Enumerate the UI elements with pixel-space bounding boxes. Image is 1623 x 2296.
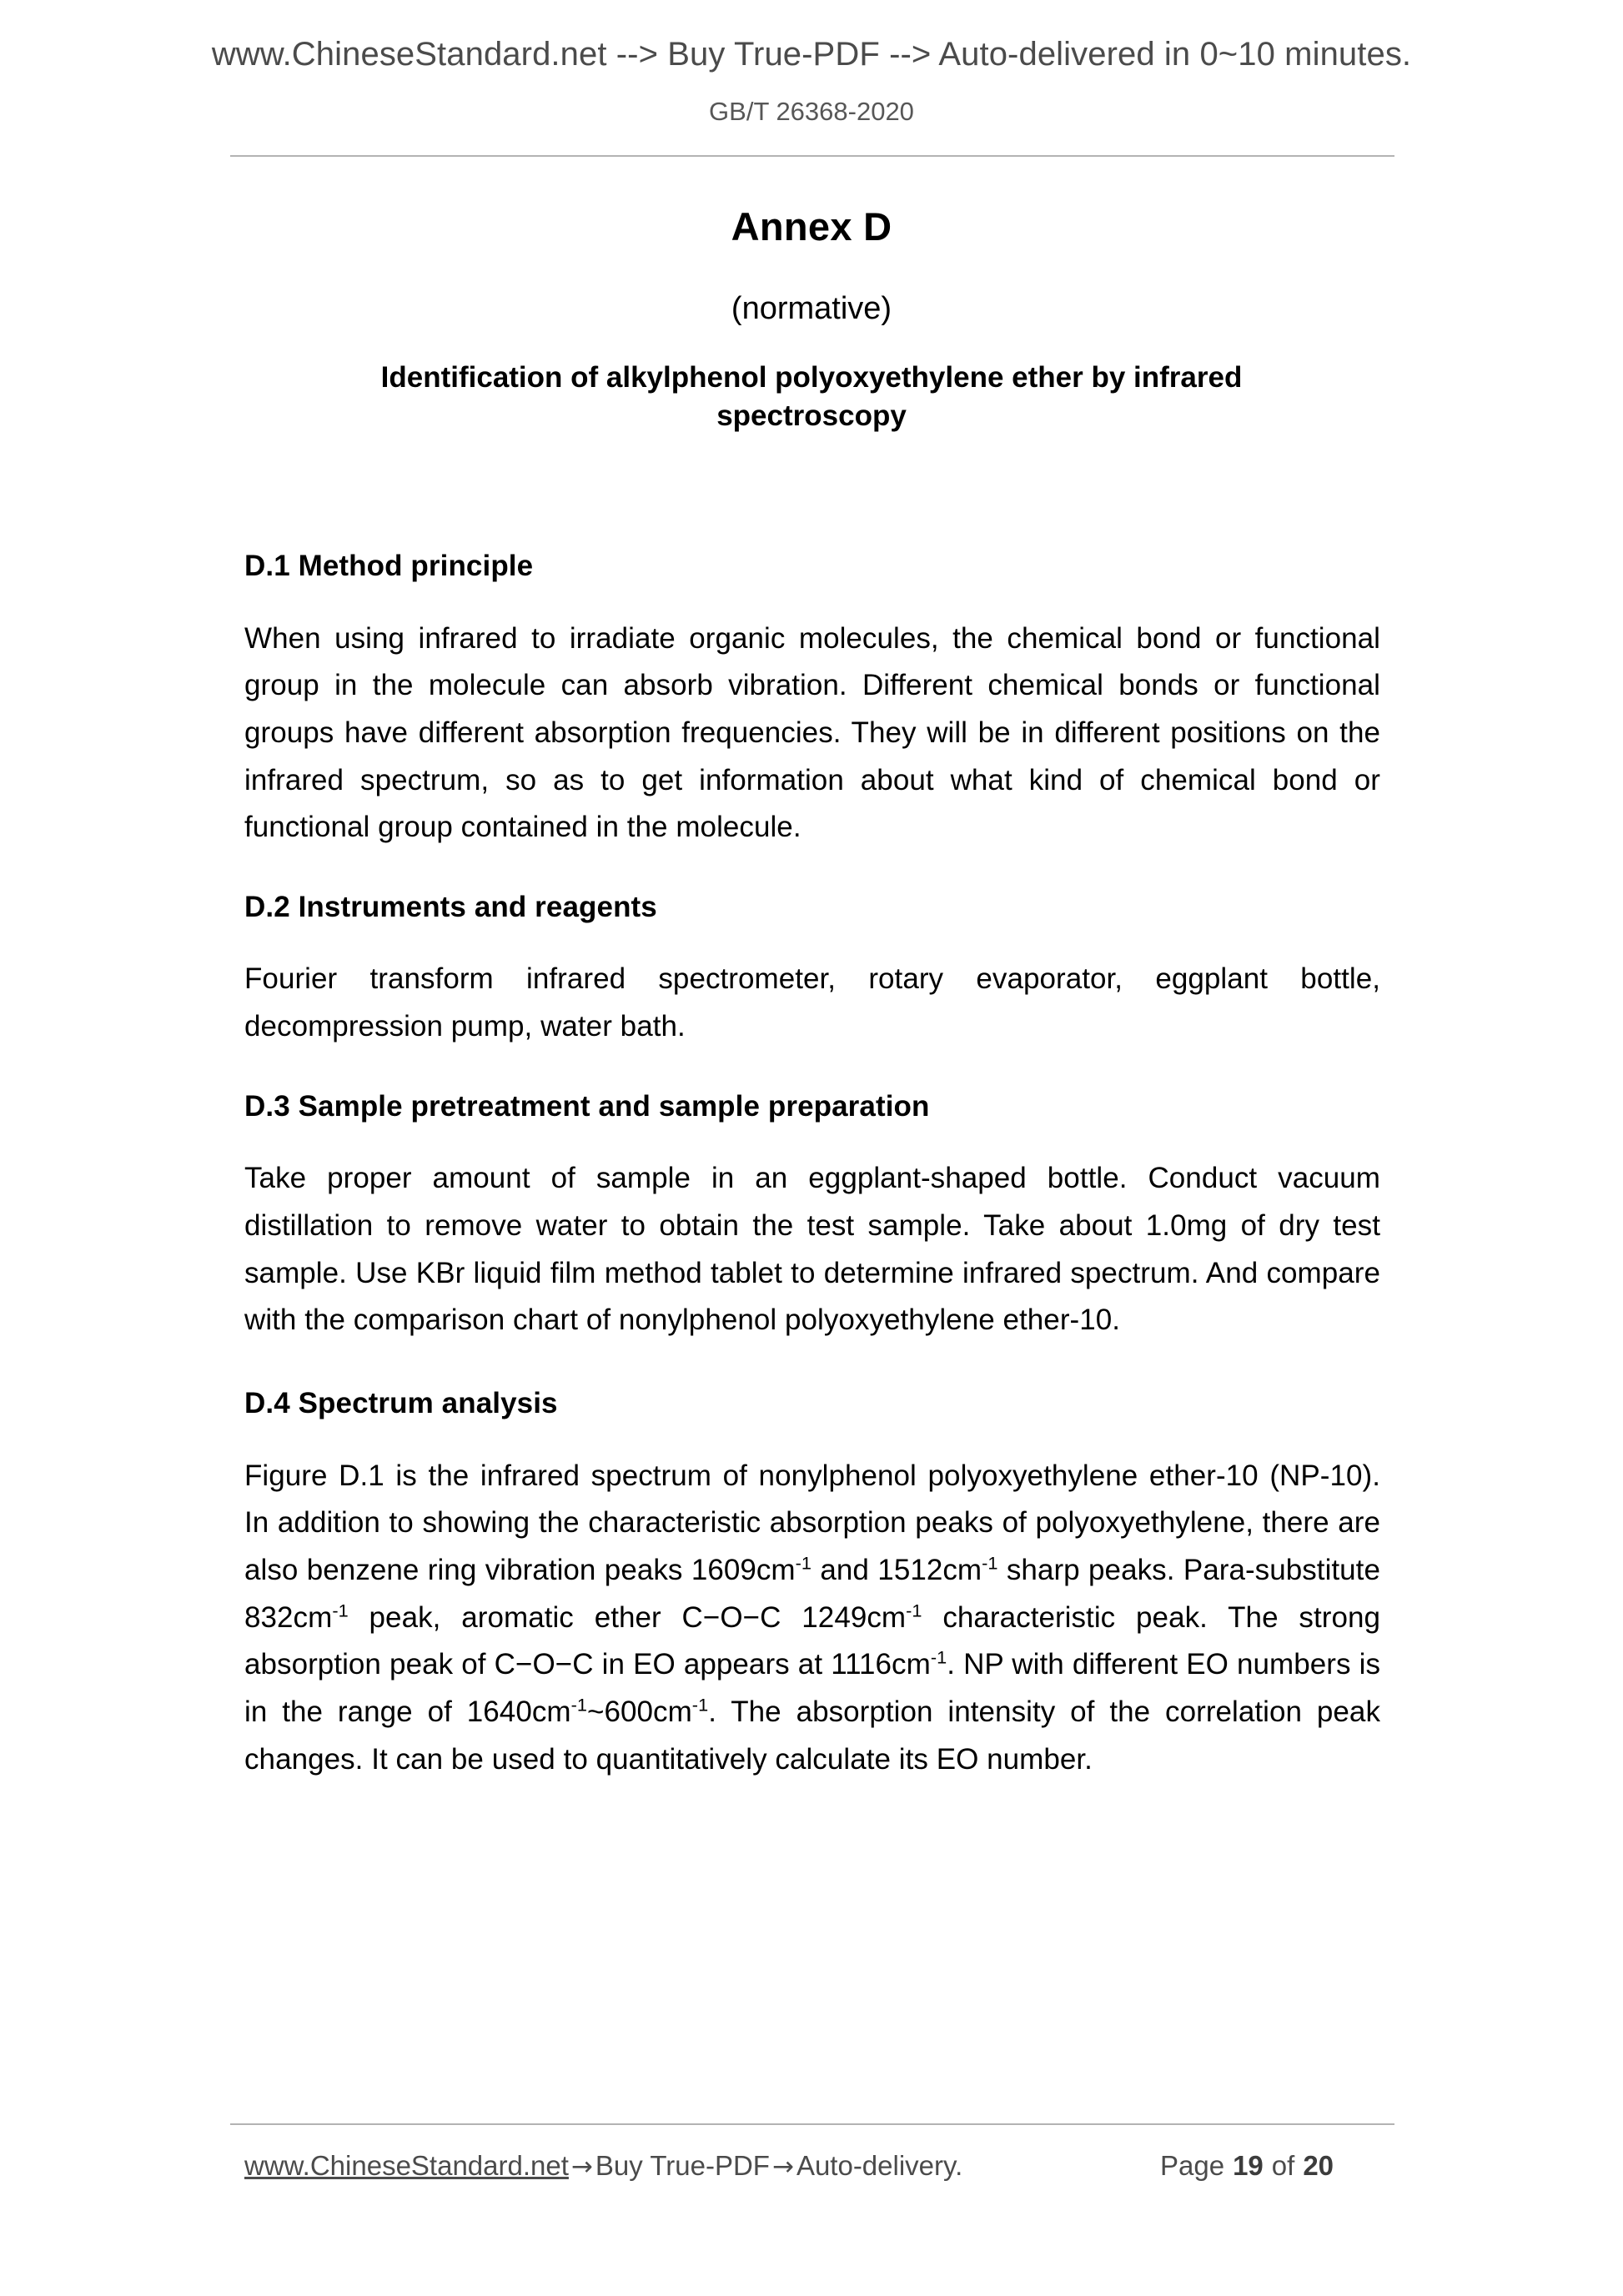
section-heading-d3: D.3 Sample pretreatment and sample preparation [244, 1089, 930, 1123]
annex-subtitle: Identification of alkylphenol polyoxyethylene ether by infrared spectroscopy [380, 361, 1243, 433]
footer-end-text: Auto-delivery. [796, 2150, 963, 2181]
section-body-d4: Figure D.1 is the infrared spectrum of nonylphenol polyoxyethylene ether-10 (NP-10). In addition to showing the characteristic absorption peaks of polyoxyethylene, there are also benzene ring vibration peaks $1609cm^{-1}$ and $1512cm^{-1}$ sharp peaks. Para-substitute $832cm^{-1}$ peak, aromatic ether C−O−C $1249cm^{-1}$ characteristic peak. The strong absorption peak of C−O−C in EO appears at $1116cm^{-1}$. NP with different EO numbers is in the range of $1640cm^{-1}\sim 600cm^{-1}$. The absorption intensity of the correlation peak changes. It can be used to quantitatively calculate its EO number. [244, 1459, 1380, 1776]
spacer [244, 852, 1380, 888]
page-total: 20 [1303, 2150, 1334, 2181]
page-number: 19 [1233, 2150, 1264, 2181]
superscript-unit: -1 [795, 1552, 812, 1574]
watermark-header: www.ChineseStandard.net --> Buy True-PDF --> Auto-delivered in 0~10 minutes. [211, 36, 1412, 73]
section-body-d1: When using infrared to irradiate organic molecules, the chemical bond or functional group in the molecule can absorb vibration. Different chemical bonds or functional groups have different absorption frequencies. They will be in different positions on the infrared spectrum, so as to get information about what kind of chemical bond or functional group contained in the molecule. [244, 621, 1380, 844]
page-indicator [1160, 2150, 1335, 2182]
superscript-unit: -1 [906, 1599, 922, 1620]
spacer [244, 1344, 1380, 1384]
footer-divider [230, 2123, 1394, 2125]
section-heading-d1: D.1 Method principle [244, 550, 534, 582]
section-body-d2: Fourier transform infrared spectrometer, rotary evaporator, eggplant bottle, decompression pump, water bath. [244, 962, 1380, 1043]
section-body-d3: Take proper amount of sample in an eggplant-shaped bottle. Conduct vacuum distillation to remove water to obtain the test sample. Take about 1.0mg of dry test sample. Use KBr liquid film method tablet to determine infrared spectrum. And compare with the comparison chart of nonylphenol polyoxyethylene ether-10. [244, 1162, 1380, 1337]
page-title: Annex D [731, 204, 892, 249]
superscript-unit: -1 [930, 1646, 947, 1668]
header-divider [230, 155, 1394, 157]
spacer [244, 585, 1380, 615]
section-heading-d4: D.4 Spectrum analysis [244, 1387, 558, 1420]
superscript-unit: -1 [982, 1552, 998, 1574]
annex-kind-label: (normative) [731, 291, 892, 326]
document-body [244, 547, 1380, 1783]
page-footer [244, 2150, 1395, 2193]
standard-code-header: GB/T 26368-2020 [709, 97, 914, 126]
spacer [244, 1051, 1380, 1088]
of-label: of [1271, 2150, 1295, 2181]
section-heading-d2: D.2 Instruments and reagents [244, 890, 657, 923]
spacer [244, 926, 1380, 956]
superscript-unit: -1 [691, 1694, 709, 1716]
arrow-right-icon: → [771, 2152, 794, 2182]
page-label: Page [1160, 2150, 1225, 2181]
spacer [244, 1125, 1380, 1155]
arrow-right-icon: → [570, 2152, 593, 2182]
spacer [244, 1423, 1380, 1453]
footer-promo [244, 2150, 962, 2182]
superscript-unit: -1 [332, 1599, 349, 1620]
footer-mid-text: Buy True-PDF [595, 2150, 770, 2181]
superscript-unit: -1 [570, 1694, 587, 1716]
footer-site-link[interactable]: www.ChineseStandard.net [244, 2150, 569, 2181]
